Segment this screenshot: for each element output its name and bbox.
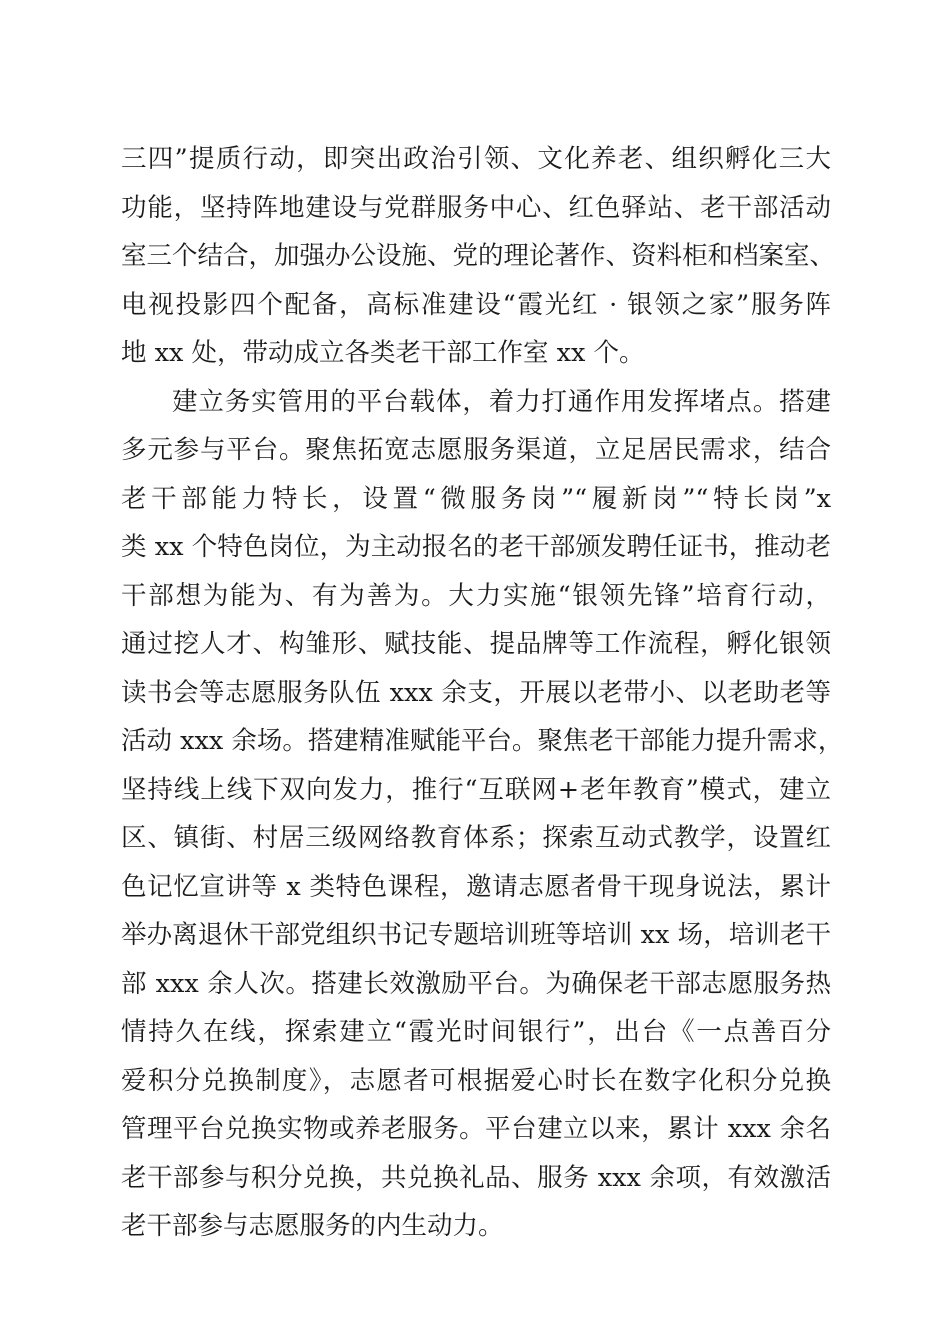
paragraph-2-line-6: 通过挖人才、构雏形、赋技能、提品牌等工作流程，孵化银领 (121, 629, 831, 659)
paragraph-2-line-7: 读书会等志愿服务队伍 xxx 余支，开展以老带小、以老助老等 (121, 678, 831, 708)
paragraph-2-line-17: 老干部参与积分兑换，共兑换礼品、服务 xxx 余项，有效激活 (121, 1163, 831, 1193)
paragraph-2-line-3: 老干部能力特长，设置“微服务岗”“履新岗”“特长岗”x (121, 484, 831, 514)
paragraph-2-line-10: 区、镇街、村居三级网络教育体系；探索互动式教学，设置红 (121, 823, 831, 853)
paragraph-2-line-2: 多元参与平台。聚焦拓宽志愿服务渠道，立足居民需求，结合 (121, 435, 831, 465)
paragraph-2-line-9: 坚持线上线下双向发力，推行“互联网+老年教育”模式，建立 (121, 775, 831, 805)
paragraph-2-line-12: 举办离退休干部党组织书记专题培训班等培训 xx 场，培训老干 (121, 920, 831, 950)
paragraph-2-line-16: 管理平台兑换实物或养老服务。平台建立以来，累计 xxx 余名 (121, 1114, 831, 1144)
paragraph-2-line-14: 情持久在线，探索建立“霞光时间银行”，出台《一点善百分 (121, 1017, 831, 1047)
paragraph-2-line-13: 部 xxx 余人次。搭建长效激励平台。为确保老干部志愿服务热 (121, 969, 831, 999)
paragraph-2-line-11: 色记忆宣讲等 x 类特色课程，邀请志愿者骨干现身说法，累计 (121, 872, 831, 902)
paragraph-2-line-5: 干部想为能为、有为善为。大力实施“银领先锋”培育行动， (121, 581, 831, 611)
paragraph-2-line-4: 类 xx 个特色岗位，为主动报名的老干部颁发聘任证书，推动老 (121, 532, 831, 562)
paragraph-2-line-8: 活动 xxx 余场。搭建精准赋能平台。聚焦老干部能力提升需求， (121, 726, 844, 756)
paragraph-1-line-4: 电视投影四个配备，高标准建设“霞光红 · 银领之家”服务阵 (121, 290, 831, 320)
paragraph-1-line-3: 室三个结合，加强办公设施、党的理论著作、资料柜和档案室、 (121, 241, 836, 271)
paragraph-2-line-15: 爱积分兑换制度》，志愿者可根据爱心时长在数字化积分兑换 (121, 1066, 831, 1096)
paragraph-2-line-1: 建立务实管用的平台载体，着力打通作用发挥堵点。搭建 (172, 387, 831, 417)
paragraph-1-line-2: 功能，坚持阵地建设与党群服务中心、红色驿站、老干部活动 (121, 193, 831, 223)
paragraph-2-line-18: 老干部参与志愿服务的内生动力。 (121, 1211, 504, 1241)
paragraph-1-line-1: 三四”提质行动，即突出政治引领、文化养老、组织孵化三大 (121, 144, 831, 174)
paragraph-1-line-5: 地 xx 处，带动成立各类老干部工作室 xx 个。 (121, 338, 645, 368)
